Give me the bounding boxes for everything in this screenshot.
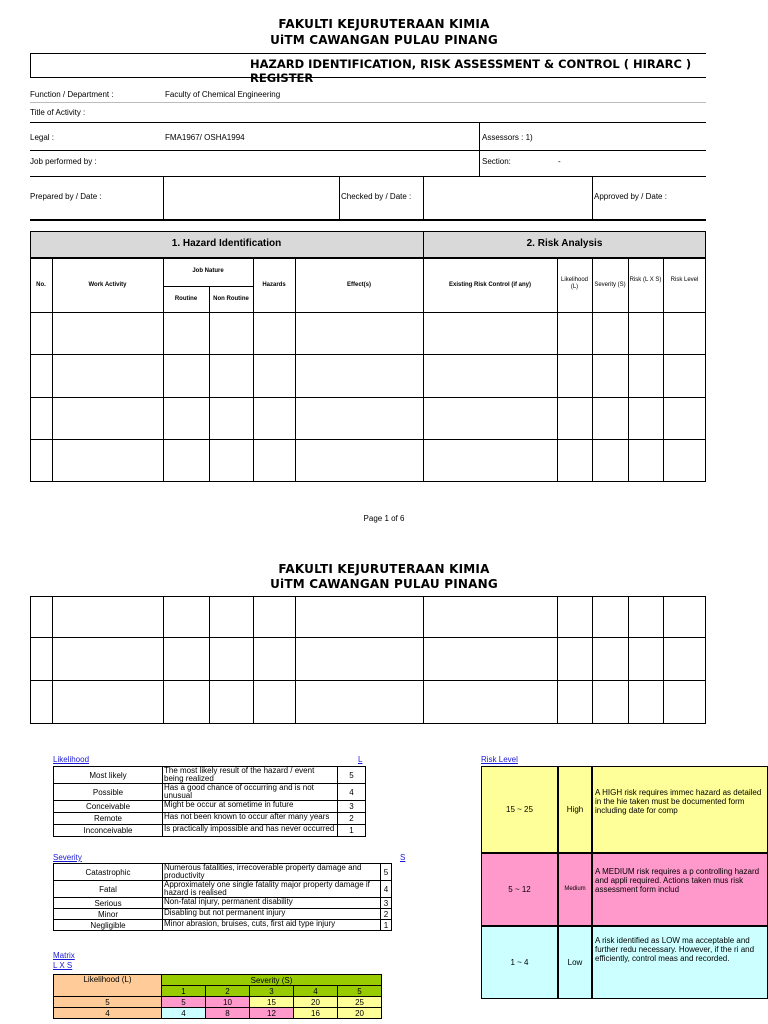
col-line <box>253 596 254 724</box>
severity-value: 5 <box>381 864 392 881</box>
risk-level-description: A MEDIUM risk requires a p controlling hazard and appli required. Actions taken mus risk assessment form includ <box>592 853 768 926</box>
severity-value: 3 <box>381 898 392 909</box>
severity-table <box>53 863 392 931</box>
row-line <box>30 637 706 638</box>
risk-level-range: 1 ~ 4 <box>481 926 558 999</box>
matrix-likelihood-value: 5 <box>54 997 162 1008</box>
matrix-row <box>54 997 382 1008</box>
row-divider <box>592 176 593 219</box>
col-effects: Effect(s) <box>346 282 371 288</box>
col-existing-risk-control: Existing Risk Control (if any) <box>448 282 531 288</box>
severity-row <box>54 909 392 920</box>
severity-description: Approximately one single fatality major property damage if hazard is realised <box>163 881 381 898</box>
likelihood-description: Has a good chance of occurring and is not unusual <box>163 784 338 801</box>
register-grid <box>30 258 706 482</box>
faculty-title-page2: FAKULTI KEJURUTERAAN KIMIA <box>278 562 490 576</box>
col-line <box>423 258 424 482</box>
severity-title: Severity <box>53 853 82 862</box>
matrix-severity-value: 1 <box>162 986 206 997</box>
matrix-row <box>54 1008 382 1019</box>
likelihood-row <box>54 825 366 837</box>
risk-level-description: A risk identified as LOW ma acceptable and further redu necessary. However, if the ri and efficiently, control meas and recorded. <box>592 926 768 999</box>
row-line <box>30 150 706 151</box>
severity-name: Negligible <box>54 920 163 931</box>
matrix-severity-value: 5 <box>338 986 382 997</box>
likelihood-name: Possible <box>54 784 163 801</box>
col-job-nature: Job Nature <box>192 268 224 274</box>
row-line <box>30 219 706 221</box>
matrix-likelihood-header: Likelihood (L) <box>54 975 162 997</box>
severity-value: 4 <box>381 881 392 898</box>
col-hazards: Hazards <box>262 282 286 288</box>
risk-level-label: Medium <box>558 853 592 926</box>
row-line <box>30 312 706 313</box>
matrix-likelihood-value: 4 <box>54 1008 162 1019</box>
severity-value: 2 <box>381 909 392 920</box>
col-line <box>295 596 296 724</box>
approved-label: Approved by / Date : <box>594 192 667 201</box>
col-likelihood: Likelihood (L) <box>560 277 589 290</box>
row-divider <box>423 176 424 219</box>
likelihood-row <box>54 784 366 801</box>
col-line <box>557 596 558 724</box>
likelihood-description: Is practically impossible and has never occurred <box>163 825 338 837</box>
row-line <box>30 354 706 355</box>
severity-value: 1 <box>381 920 392 931</box>
matrix-cell: 4 <box>162 1008 206 1019</box>
likelihood-row <box>54 767 366 784</box>
risk-matrix <box>53 974 382 1019</box>
page-number: Page 1 of 6 <box>363 514 405 523</box>
likelihood-description: Has not been known to occur after many years <box>163 813 338 825</box>
col-line <box>52 596 53 724</box>
col-risk-level: Risk Level <box>670 277 699 283</box>
risk-level-range: 15 ~ 25 <box>481 766 558 853</box>
risk-level-title: Risk Level <box>481 755 518 764</box>
row-line <box>30 176 706 177</box>
matrix-cell: 8 <box>206 1008 250 1019</box>
severity-row <box>54 898 392 909</box>
col-line <box>163 596 164 724</box>
likelihood-value: 1 <box>338 825 366 837</box>
legal-label: Legal : <box>30 133 55 142</box>
matrix-cell: 20 <box>338 1008 382 1019</box>
col-severity: Severity (S) <box>594 282 626 288</box>
frame-top <box>30 53 706 54</box>
likelihood-table <box>53 766 366 837</box>
col-risk: Risk (L X S) <box>629 277 662 283</box>
activity-label: Title of Activity : <box>30 108 86 117</box>
likelihood-value: 5 <box>338 767 366 784</box>
row-divider <box>479 122 480 176</box>
col-line <box>663 596 664 724</box>
row-line <box>163 286 253 287</box>
severity-row <box>54 864 392 881</box>
likelihood-name: Remote <box>54 813 163 825</box>
section-value: - <box>558 157 561 166</box>
likelihood-row <box>54 813 366 825</box>
likelihood-value: 2 <box>338 813 366 825</box>
register-title: HAZARD IDENTIFICATION, RISK ASSESSMENT & CONTROL ( HIRARC ) REGISTER <box>250 57 692 85</box>
col-routine: Routine <box>174 296 198 302</box>
severity-row <box>54 881 392 898</box>
severity-description: Numerous fatalities, irrecoverable property damage and productivity <box>163 864 381 881</box>
assessors-label: Assessors : 1) <box>482 133 533 142</box>
col-line <box>592 596 593 724</box>
col-non-routine: Non Routine <box>213 296 249 302</box>
matrix-subtitle: L X S <box>53 961 73 970</box>
job-performed-label: Job performed by : <box>30 157 97 166</box>
col-line <box>52 258 53 482</box>
matrix-severity-header: Severity (S) <box>162 975 382 986</box>
matrix-cell: 15 <box>250 997 294 1008</box>
matrix-cell: 10 <box>206 997 250 1008</box>
severity-name: Minor <box>54 909 163 920</box>
severity-description: Non-fatal injury, permanent disability <box>163 898 381 909</box>
likelihood-description: The most likely result of the hazard / event being realized <box>163 767 338 784</box>
likelihood-name: Conceivable <box>54 801 163 813</box>
col-no: No. <box>36 282 46 288</box>
row-line <box>30 102 706 103</box>
row-line <box>30 122 706 123</box>
col-line <box>592 258 593 482</box>
col-work-activity: Work Activity <box>88 282 127 288</box>
col-line <box>663 258 664 482</box>
campus-title-page2: UiTM CAWANGAN PULAU PINANG <box>270 577 498 591</box>
severity-name: Fatal <box>54 881 163 898</box>
col-line <box>295 258 296 482</box>
matrix-cell: 12 <box>250 1008 294 1019</box>
col-line <box>628 258 629 482</box>
checked-label: Checked by / Date : <box>341 192 412 201</box>
prepared-label: Prepared by / Date : <box>30 192 102 201</box>
likelihood-name: Most likely <box>54 767 163 784</box>
row-divider <box>163 176 164 219</box>
row-line <box>30 397 706 398</box>
section-risk-analysis: 2. Risk Analysis <box>526 238 603 249</box>
section-hazard-identification: 1. Hazard Identification <box>171 238 282 249</box>
col-line <box>163 258 164 482</box>
severity-description: Disabling but not permanent injury <box>163 909 381 920</box>
col-line <box>253 258 254 482</box>
function-value: Faculty of Chemical Engineering <box>165 90 281 99</box>
col-line <box>209 596 210 724</box>
severity-col-header: S <box>400 853 406 862</box>
risk-level-description: A HIGH risk requires immec hazard as detailed in the hie taken must be documented form including date for comp <box>592 766 768 853</box>
matrix-cell: 16 <box>294 1008 338 1019</box>
faculty-title: FAKULTI KEJURUTERAAN KIMIA <box>278 17 490 31</box>
risk-level-range: 5 ~ 12 <box>481 853 558 926</box>
severity-description: Minor abrasion, bruises, cuts, first aid type injury <box>163 920 381 931</box>
likelihood-name: Inconceivable <box>54 825 163 837</box>
row-line <box>30 439 706 440</box>
likelihood-title: Likelihood <box>53 755 90 764</box>
likelihood-value: 3 <box>338 801 366 813</box>
row-line <box>30 680 706 681</box>
severity-name: Catastrophic <box>54 864 163 881</box>
col-line <box>423 596 424 724</box>
matrix-severity-value: 4 <box>294 986 338 997</box>
legal-value: FMA1967/ OSHA1994 <box>165 133 245 142</box>
register-grid-page2 <box>30 596 706 724</box>
matrix-cell: 20 <box>294 997 338 1008</box>
section-label: Section: <box>482 157 511 166</box>
matrix-severity-value: 3 <box>250 986 294 997</box>
likelihood-value: 4 <box>338 784 366 801</box>
matrix-cell: 25 <box>338 997 382 1008</box>
likelihood-col-header: L <box>358 755 363 764</box>
risk-level-label: High <box>558 766 592 853</box>
matrix-severity-value: 2 <box>206 986 250 997</box>
col-line <box>209 286 210 482</box>
frame-line <box>30 77 706 78</box>
col-line <box>557 258 558 482</box>
risk-level-label: Low <box>558 926 592 999</box>
likelihood-description: Might be occur at sometime in future <box>163 801 338 813</box>
likelihood-row <box>54 801 366 813</box>
severity-row <box>54 920 392 931</box>
matrix-title: Matrix <box>53 951 75 960</box>
col-line <box>628 596 629 724</box>
matrix-cell: 5 <box>162 997 206 1008</box>
function-label: Function / Department : <box>30 90 114 99</box>
severity-name: Serious <box>54 898 163 909</box>
row-divider <box>339 176 340 219</box>
campus-title: UiTM CAWANGAN PULAU PINANG <box>270 33 498 47</box>
